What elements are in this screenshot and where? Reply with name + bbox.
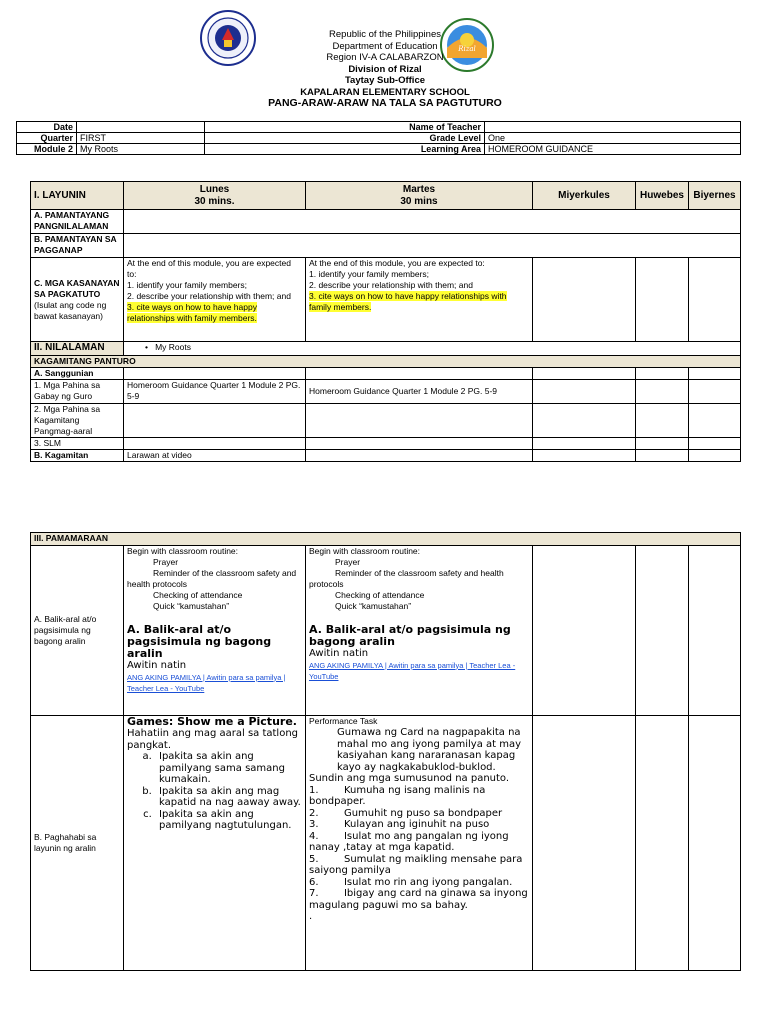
balik-heading-lunes: A. Balik-aral at/o pagsisimula ng bagong aralin: [127, 623, 272, 660]
kagamitang-panturo-heading: KAGAMITANG PANTURO: [31, 356, 741, 368]
slm-huwebes: [636, 438, 689, 450]
awitin-martes: Awitin natin: [309, 648, 369, 659]
b-kagamitan-huwebes: [636, 450, 689, 462]
slm-biyernes: [689, 438, 741, 450]
reminder-lunes: Reminder of the classroom safety and health protocols: [127, 568, 297, 589]
gabay-huwebes: [636, 380, 689, 404]
paghahabi-miyerkules: [533, 716, 636, 971]
performance-task-step: 7. Ibigay ang card na ginawa sa inyong magulang paguwi mo sa bahay.: [309, 888, 531, 911]
kagamitang-lunes: [124, 404, 306, 438]
nilalaman-label: II. NILALAMAN: [31, 342, 124, 356]
games-title: Games: Show me a Picture.: [127, 715, 297, 728]
lunes-objective-1: 1. identify your family members;: [127, 280, 247, 290]
slm-miyerkules: [533, 438, 636, 450]
kagamitang-biyernes: [689, 404, 741, 438]
sanggunian-miyerkules: [533, 368, 636, 380]
b-kagamitan-value: Larawan at video: [124, 450, 306, 462]
lunes-duration: 30 mins.: [194, 195, 235, 207]
miyerkules-objectives: [533, 258, 636, 342]
kagamitang-huwebes: [636, 404, 689, 438]
kamustahan-martes: Quick “kamustahan”: [335, 601, 412, 611]
paghahabi-lunes: [124, 716, 306, 971]
nilalaman-value-cell: • My Roots: [124, 342, 741, 356]
header-division: Division of Rizal: [348, 63, 422, 75]
teacher-label: Name of Teacher: [205, 122, 485, 133]
header-title: PANG-ARAW-ARAW NA TALA SA PAGTUTURO: [268, 97, 502, 109]
kagamitang-pangmag-aaral-label: 2. Mga Pahina sa Kagamitang Pangmag-aaral: [31, 404, 124, 438]
attendance-martes: Checking of attendance: [335, 590, 425, 600]
reminder-martes-wrap: [309, 568, 529, 590]
balik-aral-martes: [306, 546, 533, 716]
layunin-heading: I. LAYUNIN: [31, 182, 124, 210]
performance-task-step: 2. Gumuhit ng puso sa bondpaper: [309, 807, 503, 819]
performance-task-end: .: [309, 911, 313, 922]
performance-task-step: 5. Sumulat ng maikling mensahe para saiyong pamilya: [309, 853, 526, 876]
pamamaraan-heading: III. PAMAMARAAN: [31, 533, 741, 546]
performance-task-step: 1. Kumuha ng isang malinis na bondpaper.: [309, 784, 489, 807]
huwebes-heading: Huwebes: [636, 182, 689, 210]
biyernes-heading: Biyernes: [689, 182, 741, 210]
sanggunian-label: A. Sanggunian: [31, 368, 124, 380]
grade-value: One: [485, 133, 741, 144]
header-suboffice: Taytay Sub-Office: [344, 75, 426, 86]
performance-task-follow: Sundin ang mga sumusunod na panuto.: [309, 773, 510, 784]
quarter-value: FIRST: [77, 133, 205, 144]
sanggunian-martes: [306, 368, 533, 380]
nilalaman-value: My Roots: [155, 342, 191, 352]
module-label: Module 2: [17, 144, 77, 155]
awitin-lunes: Awitin natin: [127, 660, 187, 671]
martes-heading: [306, 182, 533, 210]
rizal-logo-text: Rizal: [458, 45, 476, 53]
sanggunian-lunes: [124, 368, 306, 380]
header-region: Region IV-A CALABARZON: [326, 52, 444, 63]
lunes-objective-2: 2. describe your relationship with them; and: [127, 291, 291, 301]
gabay-miyerkules: [533, 380, 636, 404]
pamantayan-sa-pagganap-label: B. PAMANTAYAN SA PAGGANAP: [31, 234, 124, 258]
martes-objective-1: 1. identify your family members;: [309, 269, 429, 279]
lunes-objective-3: [127, 302, 302, 324]
performance-task-step: 4. Isulat mo ang pangalan ng iyong nanay ,tatay at mga kapatid.: [309, 830, 512, 853]
paghahabi-biyernes: [689, 716, 741, 971]
pamantayang-pangnilalaman-value: [124, 210, 741, 234]
lunes-objectives: [124, 258, 306, 342]
routine-martes: Begin with classroom routine:: [309, 546, 421, 556]
martes-duration: 30 mins: [400, 195, 438, 207]
martes-objective-intro: At the end of this module, you are expected to:: [309, 258, 485, 268]
song-link-lunes[interactable]: ANG AKING PAMILYA | Awitin para sa pamilya | Teacher Lea - YouTube: [127, 672, 286, 693]
header-republic: Republic of the Philippines: [329, 29, 441, 40]
reminder-lunes-wrap: [127, 568, 302, 590]
song-link-martes[interactable]: ANG AKING PAMILYA | Awitin para sa pamilya | Teacher Lea - YouTube: [309, 660, 516, 681]
kasanayan-label-bold: C. MGA KASANAYAN SA PAGKATUTO: [34, 277, 120, 299]
balik-aral-miyerkules: [533, 546, 636, 716]
document-header: [150, 29, 620, 110]
header-department: Department of Education: [332, 40, 438, 52]
martes-objective-3: [309, 291, 529, 313]
date-value: [77, 122, 205, 133]
gabay-martes: Homeroom Guidance Quarter 1 Module 2 PG. 5-9: [306, 380, 533, 404]
performance-task-intro: Gumawa ng Card na nagpapakita na mahal mo ang iyong pamilya at may kasiyahan kang nararanasan kapag kayo ay nagkakabuklod-buklod.: [337, 727, 522, 773]
procedure-table: [30, 532, 741, 971]
lesson-plan-table: [30, 181, 741, 462]
slm-label: 3. SLM: [31, 438, 124, 450]
attendance-lunes: Checking of attendance: [153, 590, 243, 600]
martes-objective-2: 2. describe your relationship with them; and: [309, 280, 473, 290]
info-table: [16, 121, 741, 155]
kasanayan-label-rest: (Isulat ang code ng bawat kasanayan): [34, 299, 107, 321]
paghahabi-huwebes: [636, 716, 689, 971]
teacher-value: [485, 122, 741, 133]
slm-martes: [306, 438, 533, 450]
paghahabi-label: B. Paghahabi sa layunin ng aralin: [31, 716, 124, 971]
area-label: Learning Area: [205, 144, 485, 155]
b-kagamitan-martes: [306, 450, 533, 462]
balik-aral-biyernes: [689, 546, 741, 716]
performance-task-step: 3. Kulayan ang iginuhit na puso: [309, 819, 490, 830]
kamustahan-lunes: Quick “kamustahan”: [153, 601, 230, 611]
area-value: HOMEROOM GUIDANCE: [485, 144, 741, 155]
quarter-label: Quarter: [17, 133, 77, 144]
prayer-martes: Prayer: [335, 557, 361, 567]
slm-lunes: [124, 438, 306, 450]
lunes-day: Lunes: [199, 183, 230, 195]
pamantayang-pangnilalaman-label: A. PAMANTAYANG PANGNILALAMAN: [31, 210, 124, 234]
b-kagamitan-label: B. Kagamitan: [31, 450, 124, 462]
lunes-objective-3-text: 3. cite ways on how to have happy relationships with family members.: [127, 302, 257, 323]
kagamitang-martes: [306, 404, 533, 438]
balik-aral-huwebes: [636, 546, 689, 716]
martes-day: Martes: [402, 183, 436, 195]
module-value: My Roots: [77, 144, 205, 155]
games-list: [127, 751, 302, 832]
paghahabi-martes: [306, 716, 533, 971]
grade-label: Grade Level: [205, 133, 485, 144]
miyerkules-heading: Miyerkules: [533, 182, 636, 210]
games-item: a. Ipakita sa akin ang pamilyang sama samang kumakain.: [155, 751, 302, 786]
kagamitang-miyerkules: [533, 404, 636, 438]
balik-aral-lunes: [124, 546, 306, 716]
performance-task-title: Performance Task: [309, 716, 378, 726]
gabay-label: 1. Mga Pahina sa Gabay ng Guro: [31, 380, 124, 404]
pamantayan-sa-pagganap-value: [124, 234, 741, 258]
header-school: KAPALARAN ELEMENTARY SCHOOL: [300, 86, 470, 98]
lunes-objective-intro: At the end of this module, you are expected to:: [127, 258, 291, 279]
lunes-heading: [124, 182, 306, 210]
gabay-lunes: Homeroom Guidance Quarter 1 Module 2 PG. 5-9: [124, 380, 306, 404]
gabay-biyernes: [689, 380, 741, 404]
martes-objective-3-text: 3. cite ways on how to have happy relationships with family members.: [309, 291, 507, 312]
balik-aral-label: A. Balik-aral at/o pagsisimula ng bagong aralin: [31, 546, 124, 716]
kasanayan-label: [31, 258, 124, 342]
b-kagamitan-biyernes: [689, 450, 741, 462]
martes-objectives: [306, 258, 533, 342]
routine-lunes: Begin with classroom routine:: [127, 546, 239, 556]
huwebes-objectives: [636, 258, 689, 342]
biyernes-objectives: [689, 258, 741, 342]
games-item: c. Ipakita sa akin ang pamilyang nagtutulungan.: [155, 809, 302, 832]
date-label: Date: [17, 122, 77, 133]
b-kagamitan-miyerkules: [533, 450, 636, 462]
prayer-lunes: Prayer: [153, 557, 179, 567]
sanggunian-biyernes: [689, 368, 741, 380]
games-intro: Hahatiin ang mag aaral sa tatlong pangkat.: [127, 728, 299, 751]
sanggunian-huwebes: [636, 368, 689, 380]
games-item: b. Ipakita sa akin ang mag kapatid na nag aaway away.: [155, 786, 302, 809]
performance-task-step: 6. Isulat mo rin ang iyong pangalan.: [309, 876, 513, 888]
reminder-martes: Reminder of the classroom safety and health protocols: [309, 568, 504, 589]
balik-heading-martes: A. Balik-aral at/o pagsisimula ng bagong aralin: [309, 623, 511, 648]
